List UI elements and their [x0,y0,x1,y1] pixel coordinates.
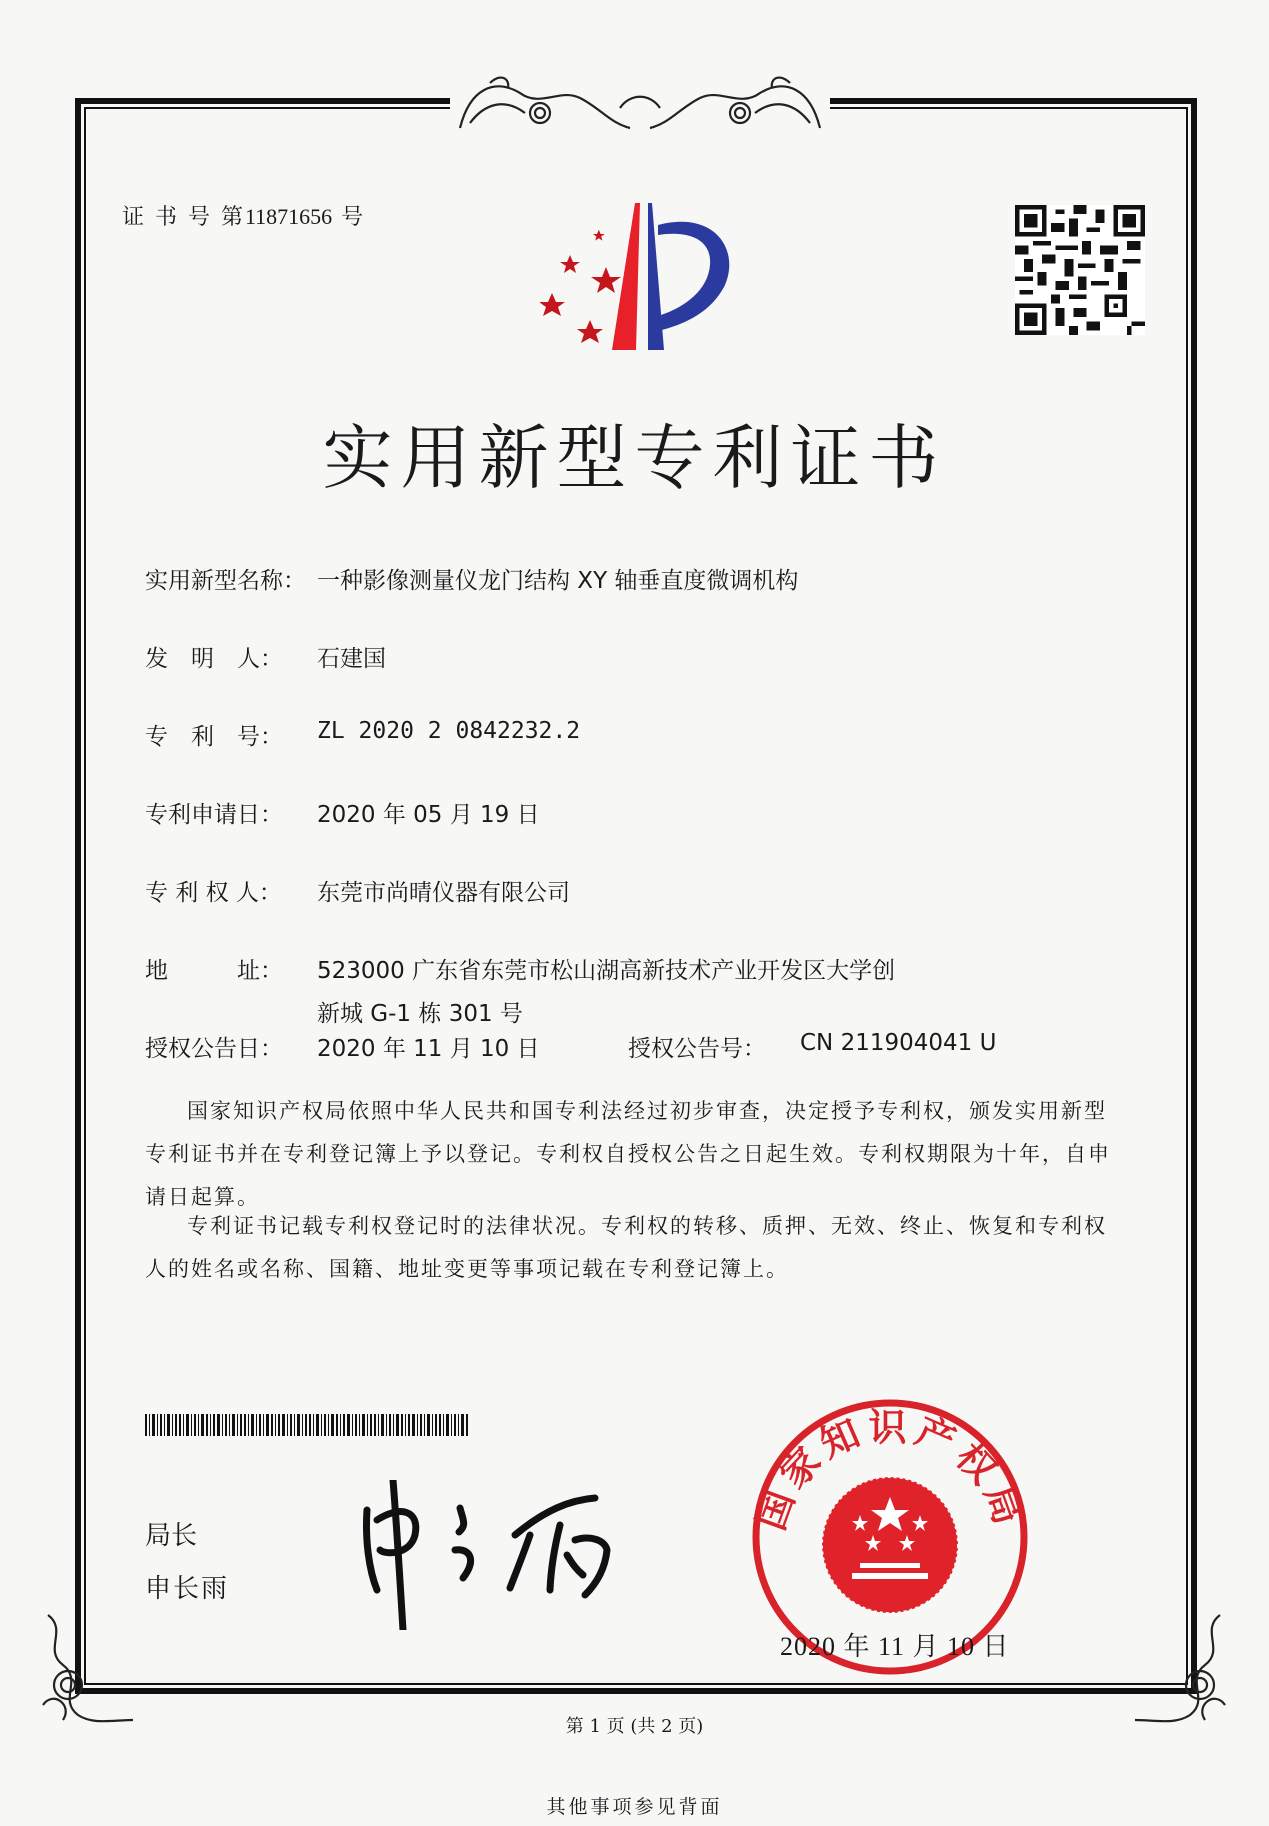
seal-text: 国家知识产权局 [748,1405,1033,1536]
field-label: 专 利 权 人： [145,880,282,906]
certificate-number-suffix: 号 [341,205,366,230]
page-indicator: 第 1 页 (共 2 页) [565,1716,704,1737]
address-line-1: 523000 广东省东莞市松山湖高新技术产业开发区大学创 [317,958,896,984]
field-value: ZL 2020 2 0842232.2 [317,718,581,744]
field-patentee [145,874,570,907]
dragon-ornament-icon [450,68,830,140]
field-application-date [145,796,540,829]
field-label: 实用新型名称： [145,568,306,594]
field-label: 专利申请日： [145,802,283,828]
field-value: 一种影像测量仪龙门结构 XY 轴垂直度微调机构 [317,568,799,594]
field-grant-announcement-number [628,1030,996,1063]
field-value: CN 211904041 U [800,1030,997,1056]
barcode [145,1414,470,1436]
field-label: 专 利 号： [145,724,283,750]
field-grant-announcement-date [145,1030,540,1063]
field-label: 授权公告日： [145,1036,283,1062]
field-label: 发 明 人： [145,646,283,672]
field-value: 东莞市尚晴仪器有限公司 [317,880,570,906]
certificate-number [122,200,365,231]
field-utility-model-name [145,562,798,595]
certificate-number-label: 证 书 号 第 [122,205,245,230]
field-address [145,952,895,1028]
cnipa-logo-icon [540,195,740,355]
qr-code[interactable] [1015,205,1145,335]
field-label: 授权公告号： [628,1036,766,1062]
director-name: 申长雨 [145,1574,230,1604]
address-line-2: 新城 G-1 栋 301 号 [317,1001,523,1027]
field-value: 2020 年 05 月 19 日 [317,802,540,828]
field-inventor [145,640,386,673]
field-value: 2020 年 11 月 10 日 [317,1036,540,1062]
seal-date: 2020 年 11 月 10 日 [780,1632,1010,1661]
legal-status-paragraph: 专利证书记载专利权登记时的法律状况。专利权的转移、质押、无效、终止、恢复和专利权人的姓名或名称、国籍、地址变更等事项记载在专利登记簿上。 [145,1214,1107,1281]
field-patent-number [145,718,580,751]
director-signature [355,1480,655,1630]
grant-statement-paragraph: 国家知识产权局依照中华人民共和国专利法经过初步审查，决定授予专利权，颁发实用新型专利证书并在专利登记簿上予以登记。专利权自授权公告之日起生效。专利权期限为十年，自申请日起算。 [145,1099,1111,1209]
certificate-number-value: 11871656 [244,204,333,229]
field-label: 地 址： [145,958,283,984]
field-value: 石建国 [317,646,386,672]
footer-note: 其他事项参见背面 [546,1796,723,1818]
page-title: 实用新型专利证书 [322,417,947,499]
director-title: 局长 [145,1521,198,1551]
